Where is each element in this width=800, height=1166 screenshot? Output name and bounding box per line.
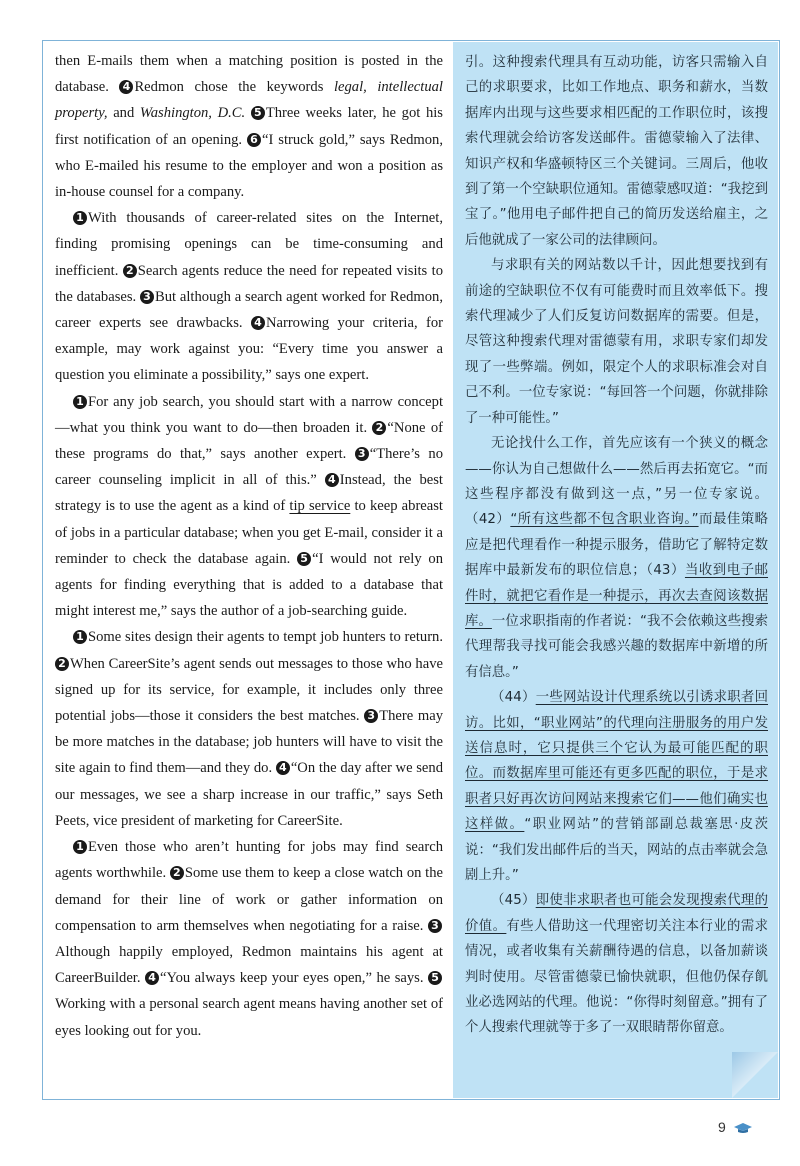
sentence-number: 2 [170,866,184,880]
text-run: Some sites design their agents to tempt job hunters to return. [88,629,443,646]
page-number: 9 [718,1119,726,1135]
text-run: But although a search agent worked for Redmon, career experts see drawbacks. [55,288,443,332]
sentence-number: 1 [73,211,87,225]
text-run: to keep abreast of jobs in a particular database; when you get E-mail, consider it a reminder to check the database again. [55,498,443,567]
text-run: Narrowing your criteria, for example, may work against you: “Every time you answer a question you eliminate a possibility,” says one expert. [55,315,443,384]
text-run: 无论找什么工作，首先应该有一个狭义的概念——你认为自己想做什么——然后再去拓宽它。“而这些程序都没有做到这一点，”另一位专家说。（42） [465,436,768,528]
underlined-text: tip service [289,498,351,515]
text-run: “You always keep your eyes open,” he says. [160,970,429,987]
english-paragraph-2 [55,205,443,388]
chinese-paragraph-4 [465,685,768,888]
sentence-number: 4 [145,971,159,985]
text-run: Redmon chose the keywords [134,79,334,96]
page-curl-shadow [732,1052,778,1098]
sentence-number: 4 [276,761,290,775]
sentence-number: 5 [251,106,265,120]
sentence-number: 4 [119,80,133,94]
text-run: and [107,105,140,122]
text-run: “There’s no career counseling implicit in all of this.” [55,446,443,489]
text-run: Some use them to keep a close watch on the demand for their line of work or gather information on compensation to arm themselves when negotiating for a raise. [55,865,443,934]
english-paragraph-4 [55,624,443,834]
sentence-number: 2 [55,657,69,671]
sentence-number: 1 [73,840,87,854]
chinese-paragraph-3 [465,431,768,685]
english-column [55,48,443,1044]
text-run: 一位求职指南的作者说：“我不会依赖这些搜索代理帮我寻找可能会我感兴趣的数据库中新增的所有信息。” [465,613,769,680]
text-run: Even those who aren’t hunting for jobs may find search agents worthwhile. [55,839,443,882]
sentence-number: 2 [123,264,137,278]
sentence-number: 4 [325,473,339,487]
sentence-number: 2 [372,421,386,435]
text-run: （45） [491,893,536,909]
text-run: “I struck gold,” says Redmon, who E-mailed his resume to the employer and won a position as in-house counsel for a company. [55,131,443,201]
sentence-number: 6 [247,133,261,147]
text-run: 引。这种搜索代理具有互动功能，访客只需输入自己的求职要求，比如工作地点、职务和薪水，当数据库内出现与这些要求相匹配的工作职位时，该搜索代理就会给访客发送邮件。雷德蒙输入了法律、知识产权和华盛顿特区三个关键词。三周后，他收到了第一个空缺职位通知。雷德蒙感叹道：“我挖到宝了。”他用电子邮件把自己的简历发送给雇主，之后他就成了一家公司的法律顾问。 [465,55,768,248]
chinese-translation-column [453,42,778,1098]
chinese-paragraph-5 [465,888,768,1040]
italic-text: legal, intellectual property, [55,79,443,122]
text-run [245,105,251,121]
graduation-cap-icon [733,1122,753,1134]
text-run: （44） [491,690,536,706]
text-run: Three weeks later, he got his first notification of an opening. [55,105,443,148]
sentence-number: 3 [355,447,369,461]
sentence-number: 1 [73,395,87,409]
underlined-text: “所有这些都不包含职业咨询。” [510,512,699,528]
text-run: When CareerSite’s agent sends out messages to those who have signed up for its service, for example, it includes only three potential jobs—those it considers the best matches. [55,655,443,725]
sentence-number: 3 [428,919,442,933]
text-run: “I would not rely on agents for finding everything that is added to a database that might interest me,” says the author of a job-searching guide. [55,550,443,620]
text-run: 而最佳策略应是把代理看作一种提示服务，借助它了解特定数据库中最新发布的职位信息；（43） [465,512,769,579]
text-run: “None of these programs do that,” says another expert. [55,419,443,463]
chinese-paragraph-1 [465,50,768,253]
text-run: Search agents reduce the need for repeated visits to the databases. [55,262,444,305]
sentence-number: 3 [140,290,154,304]
text-run: For any job search, you should start with a narrow concept—what you think you want to do—then broaden it. [55,393,443,436]
text-run: Instead, the best strategy is to use the agent as a kind of [55,472,443,515]
sentence-number: 1 [73,630,87,644]
english-paragraph-1 [55,48,443,205]
underlined-text: 当收到电子邮件时，就把它看作是一种提示，再次去查阅该数据库。 [465,563,769,629]
sentence-number: 5 [297,552,311,566]
sentence-number: 3 [364,709,378,723]
sentence-number: 4 [251,316,265,330]
text-run: 与求职有关的网站数以千计，因此想要找到有前途的空缺职位不仅有可能费时而且效率低下。搜索代理减少了人们反复访问数据库的需要。但是，尽管这种搜索代理对雷德蒙有用，求职专家们却发现了一些弊端。例如，限定个人的求职标准会对自己不利。一位专家说：“每回答一个问题，你就排除了一种可能性。” [465,258,768,426]
sentence-number: 5 [428,971,442,985]
text-run: There may be more matches in the database; job hunters will have to visit the site again to find them—and they do. [55,708,443,777]
text-run: “On the day after we send our messages, we see a sharp increase in our traffic,” says Seth Peets, vice president of marketing for CareerSite. [55,760,443,829]
text-run: Although happily employed, Redmon maintains his agent at CareerBuilder. [55,943,443,987]
english-paragraph-5 [55,834,443,1044]
text-run: “职业网站”的营销部副总裁塞思·皮茨说：“我们发出邮件后的当天，网站的点击率就会急剧上升。” [465,817,769,883]
text-run: 有些人借助这一代理密切关注本行业的需求情况，或者收集有关薪酬待遇的信息，以备加薪谈判时使用。尽管雷德蒙已愉快就职，但他仍保存飢业必选网站的代理。他说：“你得时刻留意。”拥有了个人搜索代理就等于多了一双眼睛帮你留意。 [465,918,769,1036]
english-paragraph-3 [55,389,443,625]
underlined-text: 即使非求职者也可能会发现搜索代理的价值。 [465,893,769,934]
text-run: then E-mails them when a matching position is posted in the database. [55,53,443,96]
underlined-text: 一些网站设计代理系统以引诱求职者回访。比如，“职业网站”的代理向注册服务的用户发送信息时，它只提供三个它认为最可能匹配的职位。而数据库里可能还有更多匹配的职位，于是求职者只好再次访问网站来搜索它们——他们确实也这样做。 [465,690,769,833]
text-run: Working with a personal search agent means having another set of eyes looking out for you. [55,996,443,1039]
italic-text: Washington, D.C. [139,105,246,122]
text-run: With thousands of career-related sites on the Internet, finding promising openings can be time-consuming and inefficient. [55,210,443,279]
chinese-paragraph-2 [465,253,768,431]
